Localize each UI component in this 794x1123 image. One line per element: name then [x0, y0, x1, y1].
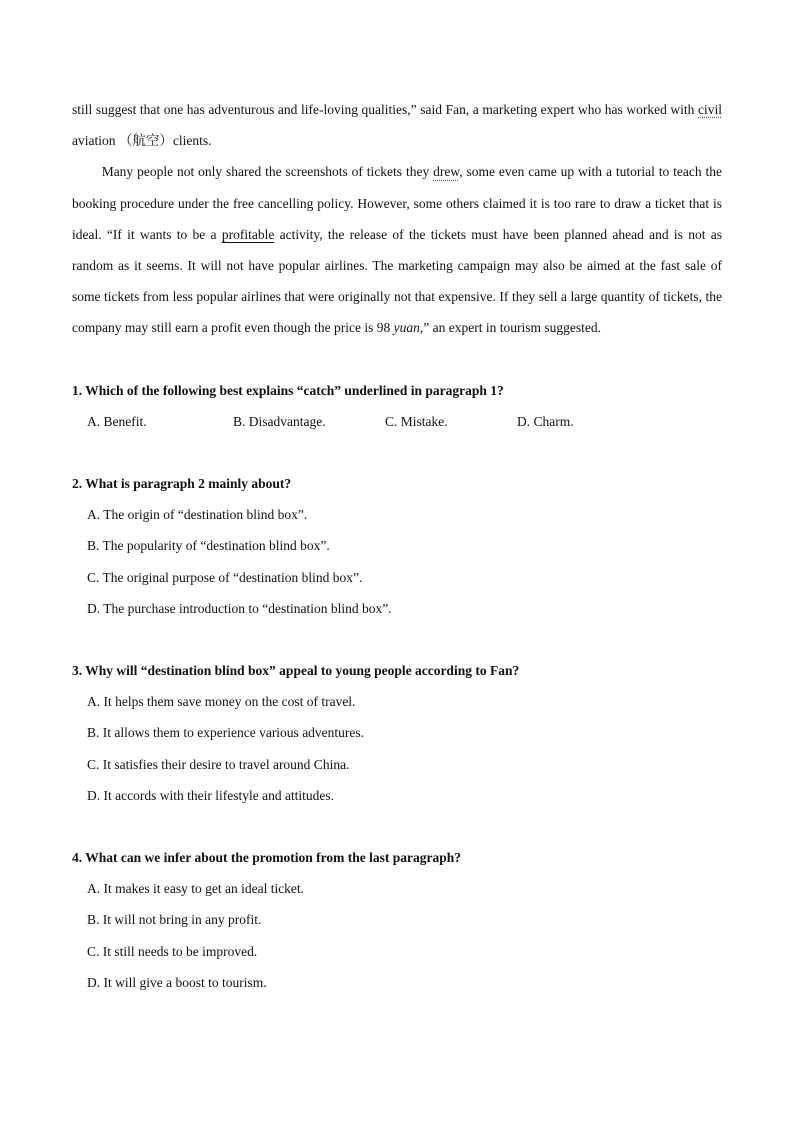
passage-paragraph-1	[72, 94, 722, 156]
option-c: C. The original purpose of “destination blind box”.	[87, 569, 363, 585]
underlined-word-civil: civil	[698, 102, 722, 117]
passage-paragraph-2	[72, 156, 722, 343]
option-a: A. It helps them save money on the cost of travel.	[87, 694, 356, 710]
underlined-word-profitable: profitable	[221, 226, 275, 242]
option-b: B. It allows them to experience various adventures.	[87, 725, 365, 741]
option-c: C. Mistake.	[385, 413, 448, 429]
document-page	[72, 94, 722, 998]
question-3	[72, 655, 722, 811]
question-title: 1. Which of the following best explains “catch” underlined in paragraph 1?	[72, 382, 504, 398]
option-c: C. It satisfies their desire to travel around China.	[87, 756, 350, 772]
option-b: B. The popularity of “destination blind box”.	[87, 538, 330, 554]
question-title: 2. What is paragraph 2 mainly about?	[72, 476, 292, 492]
paragraph-text: ,” an expert in tourism suggested.	[419, 320, 602, 336]
paragraph-text: Many people not only shared the screenshots of tickets they	[101, 164, 434, 180]
question-title: 3. Why will “destination blind box” appeal to young people according to Fan?	[72, 663, 520, 679]
paragraph-text: still suggest that one has adventurous and life-loving qualities,” said Fan, a marketing expert who has worked with	[72, 102, 698, 117]
option-b: B. It will not bring in any profit.	[87, 912, 262, 928]
underlined-word-drew: drew	[433, 164, 460, 180]
paragraph-text: activity, the release of the tickets must have been planned ahead and is not as random as it seems. It will not have popular airlines. The marketing campaign may also be aimed at the fast sale of some tickets from less popular airlines that were originally not that expensive. If they sell a large quantity of tickets, the company may still earn a profit even though the price is 98	[72, 226, 722, 336]
question-2	[72, 468, 722, 624]
option-d: D. Charm.	[517, 413, 574, 429]
option-d: D. It accords with their lifestyle and attitudes.	[87, 787, 335, 803]
option-d: D. It will give a boost to tourism.	[87, 974, 267, 990]
option-a: A. The origin of “destination blind box”.	[87, 507, 308, 523]
option-a: A. It makes it easy to get an ideal ticket.	[87, 881, 305, 897]
question-4	[72, 842, 722, 998]
paragraph-text: aviation （航空）clients.	[72, 133, 212, 149]
option-list	[72, 406, 722, 437]
paragraph-text: , some even came up with a tutorial to teach the booking procedure under the free cancelling policy. However, some others claimed it is too rare to draw a ticket that is ideal. “If it wants to be a	[72, 164, 722, 242]
option-b: B. Disadvantage.	[233, 413, 326, 429]
option-a: A. Benefit.	[87, 413, 147, 429]
italic-word-yuan: yuan	[393, 320, 420, 336]
option-c: C. It still needs to be improved.	[87, 943, 258, 959]
question-1	[72, 375, 722, 437]
question-title: 4. What can we infer about the promotion from the last paragraph?	[72, 850, 462, 866]
option-d: D. The purchase introduction to “destination blind box”.	[87, 600, 392, 616]
